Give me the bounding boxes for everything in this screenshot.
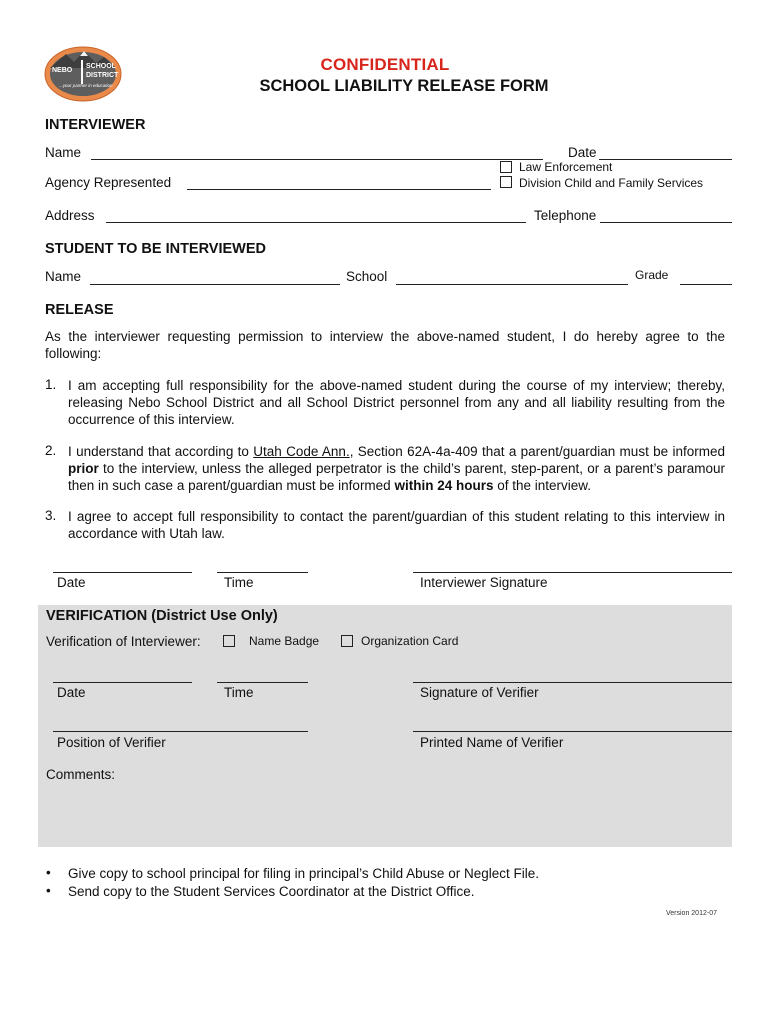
law-enforcement-label: Law Enforcement — [519, 160, 613, 174]
bullet-icon: • — [46, 865, 51, 880]
verifier-signature-label: Signature of Verifier — [420, 685, 539, 700]
verifier-date-field[interactable] — [53, 682, 192, 683]
release-heading: RELEASE — [45, 302, 114, 318]
comments-area[interactable] — [46, 785, 726, 843]
instruction-item: Send copy to the Student Services Coordinator at the District Office. — [68, 884, 475, 899]
release-item-1: I am accepting full responsibility for the above-named student during the course of my interview; thereby, releasing Nebo School District and all School District personnel from any and all liability resulting from the occurrence of this interview. — [68, 378, 725, 427]
confidential-heading: CONFIDENTIAL — [320, 55, 450, 74]
organization-card-checkbox[interactable] — [341, 635, 353, 647]
agency-represented-label: Agency Represented — [45, 175, 172, 190]
verifier-position-label: Position of Verifier — [57, 735, 166, 750]
release-item-2 — [68, 443, 725, 494]
signature-date-label: Date — [57, 575, 86, 590]
logo-tagline: ...your partner in education — [59, 83, 113, 88]
organization-card-label: Organization Card — [361, 634, 459, 648]
law-enforcement-checkbox[interactable] — [500, 161, 512, 173]
telephone-field[interactable] — [600, 222, 732, 223]
release-item-2-prior: prior — [68, 461, 99, 476]
verification-of-interviewer-label: Verification of Interviewer: — [46, 634, 201, 649]
interviewer-date-field[interactable] — [599, 159, 732, 160]
logo-name-left: NEBO — [52, 67, 73, 74]
comments-label: Comments: — [46, 767, 116, 782]
school-field[interactable] — [396, 284, 628, 285]
school-label: School — [346, 269, 388, 284]
release-item-3-number: 3. — [45, 508, 57, 523]
agency-represented-field[interactable] — [187, 189, 491, 190]
instruction-item: Give copy to school principal for filing in principal’s Child Abuse or Neglect File. — [68, 866, 539, 881]
interviewer-name-field[interactable] — [91, 159, 543, 160]
interviewer-name-label: Name — [45, 145, 82, 160]
name-badge-label: Name Badge — [249, 634, 320, 648]
signature-date-field[interactable] — [53, 572, 192, 573]
interviewer-signature-label: Interviewer Signature — [420, 575, 548, 590]
interviewer-signature-field[interactable] — [413, 572, 732, 573]
release-item-2-text-d: of the interview. — [493, 478, 592, 493]
release-intro: As the interviewer requesting permission to interview the above-named student, I do hereby agree to the following: — [45, 329, 725, 361]
telephone-label: Telephone — [534, 208, 597, 223]
verifier-printed-name-label: Printed Name of Verifier — [420, 735, 564, 750]
signature-time-field[interactable] — [217, 572, 308, 573]
release-item-3: I agree to accept full responsibility to contact the parent/guardian of this student relating to this interview in accordance with Utah law. — [68, 509, 725, 541]
student-name-field[interactable] — [90, 284, 340, 285]
release-item-2-text-b: , Section 62A-4a-409 that a parent/guardian must be informed — [349, 444, 725, 459]
grade-field[interactable] — [680, 284, 732, 285]
release-item-1-number: 1. — [45, 377, 57, 392]
version-label: Version 2012-07 — [666, 910, 717, 917]
form-title: SCHOOL LIABILITY RELEASE FORM — [259, 77, 549, 95]
verifier-time-field[interactable] — [217, 682, 308, 683]
verifier-printed-name-field[interactable] — [413, 731, 732, 732]
grade-label: Grade — [635, 268, 669, 282]
verification-heading: VERIFICATION (District Use Only) — [46, 608, 278, 624]
verifier-position-field[interactable] — [53, 731, 308, 732]
dcfs-label: Division Child and Family Services — [519, 176, 704, 190]
address-label: Address — [45, 208, 95, 223]
address-field[interactable] — [106, 222, 526, 223]
name-badge-checkbox[interactable] — [223, 635, 235, 647]
verifier-date-label: Date — [57, 685, 86, 700]
release-item-2-text-c: to the interview, unless the alleged perpetrator is the child’s parent, step-parent, or a parent’s paramour then in such case a parent/guardian must be informed — [68, 461, 725, 493]
dcfs-checkbox[interactable] — [500, 176, 512, 188]
release-item-2-number: 2. — [45, 443, 57, 458]
release-item-2-text-a: I understand that according to — [68, 444, 254, 459]
signature-time-label: Time — [224, 575, 254, 590]
interviewer-date-label: Date — [568, 145, 597, 160]
verifier-time-label: Time — [224, 685, 254, 700]
release-item-2-within: within 24 hours — [394, 478, 494, 493]
bullet-icon: • — [46, 883, 51, 898]
verifier-signature-field[interactable] — [413, 682, 732, 683]
student-heading: STUDENT TO BE INTERVIEWED — [45, 241, 267, 257]
interviewer-heading: INTERVIEWER — [45, 117, 146, 133]
logo-name-right-1: SCHOOL — [86, 63, 116, 70]
utah-code-link[interactable]: Utah Code Ann. — [253, 444, 350, 459]
logo-name-right-2: DISTRICT — [86, 72, 119, 79]
student-name-label: Name — [45, 269, 82, 284]
